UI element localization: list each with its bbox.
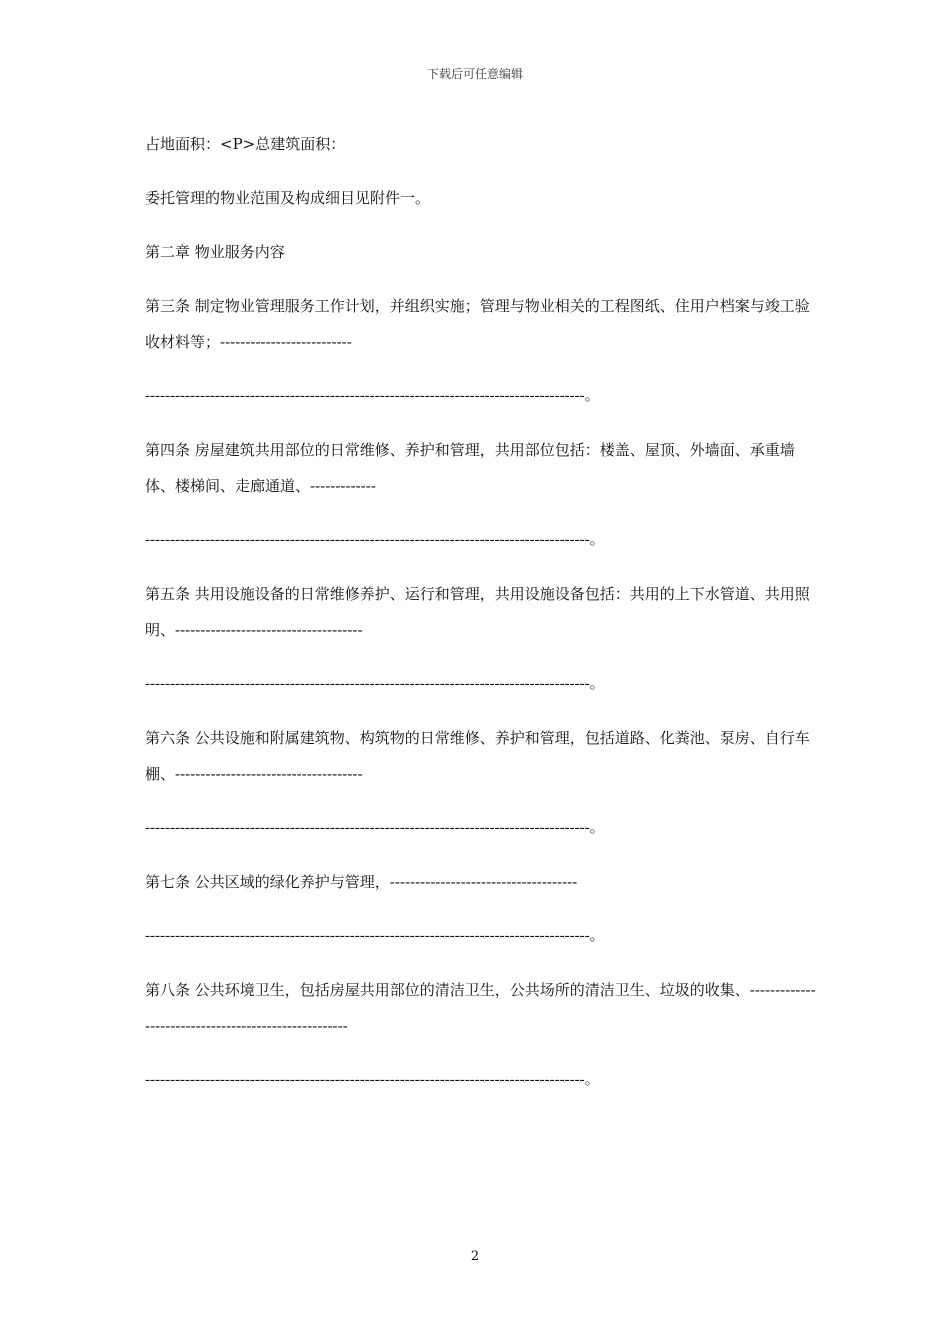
page-header: 下载后可任意编辑 [426, 67, 523, 81]
article-5: 第五条 共用设施设备的日常维修养护、运行和管理，共用设施设备包括：共用的上下水管道、共用照明、------------------------------------- [145, 585, 810, 639]
fill-line: ----------------------------------------------------------------------------------------。 [145, 1072, 600, 1088]
fill-line: ----------------------------------------------------------------------------------------。 [145, 388, 600, 404]
article-3: 第三条 制定物业管理服务工作计划，并组织实施；管理与物业相关的工程图纸、住用户档案与竣工验收材料等；-------------------------- [145, 297, 810, 351]
paragraph-scope: 委托管理的物业范围及构成细目见附件一。 [145, 189, 431, 207]
fill-line: -----------------------------------------------------------------------------------------。 [145, 532, 605, 548]
article-4: 第四条 房屋建筑共用部位的日常维修、养护和管理，共用部位包括：楼盖、屋顶、外墙面、承重墙体、楼梯间、走廊通道、------------- [145, 441, 795, 495]
page-number: 2 [470, 1249, 480, 1264]
fill-line: -----------------------------------------------------------------------------------------。 [145, 928, 605, 944]
document-body [145, 126, 817, 1116]
article-7: 第七条 公共区域的绿化养护与管理，------------------------------------- [145, 873, 578, 891]
fill-line: -----------------------------------------------------------------------------------------。 [145, 820, 605, 836]
article-6: 第六条 公共设施和附属建筑物、构筑物的日常维修、养护和管理，包括道路、化粪池、泵房、自行车棚、------------------------------------- [145, 729, 810, 783]
fill-line: -----------------------------------------------------------------------------------------。 [145, 676, 605, 692]
article-8: 第八条 公共环境卫生，包括房屋共用部位的清洁卫生，公共场所的清洁卫生、垃圾的收集、----------------------------------------------------- [145, 981, 816, 1035]
chapter-heading: 第二章 物业服务内容 [145, 243, 285, 261]
paragraph-area: 占地面积：<P>总建筑面积： [145, 135, 346, 153]
